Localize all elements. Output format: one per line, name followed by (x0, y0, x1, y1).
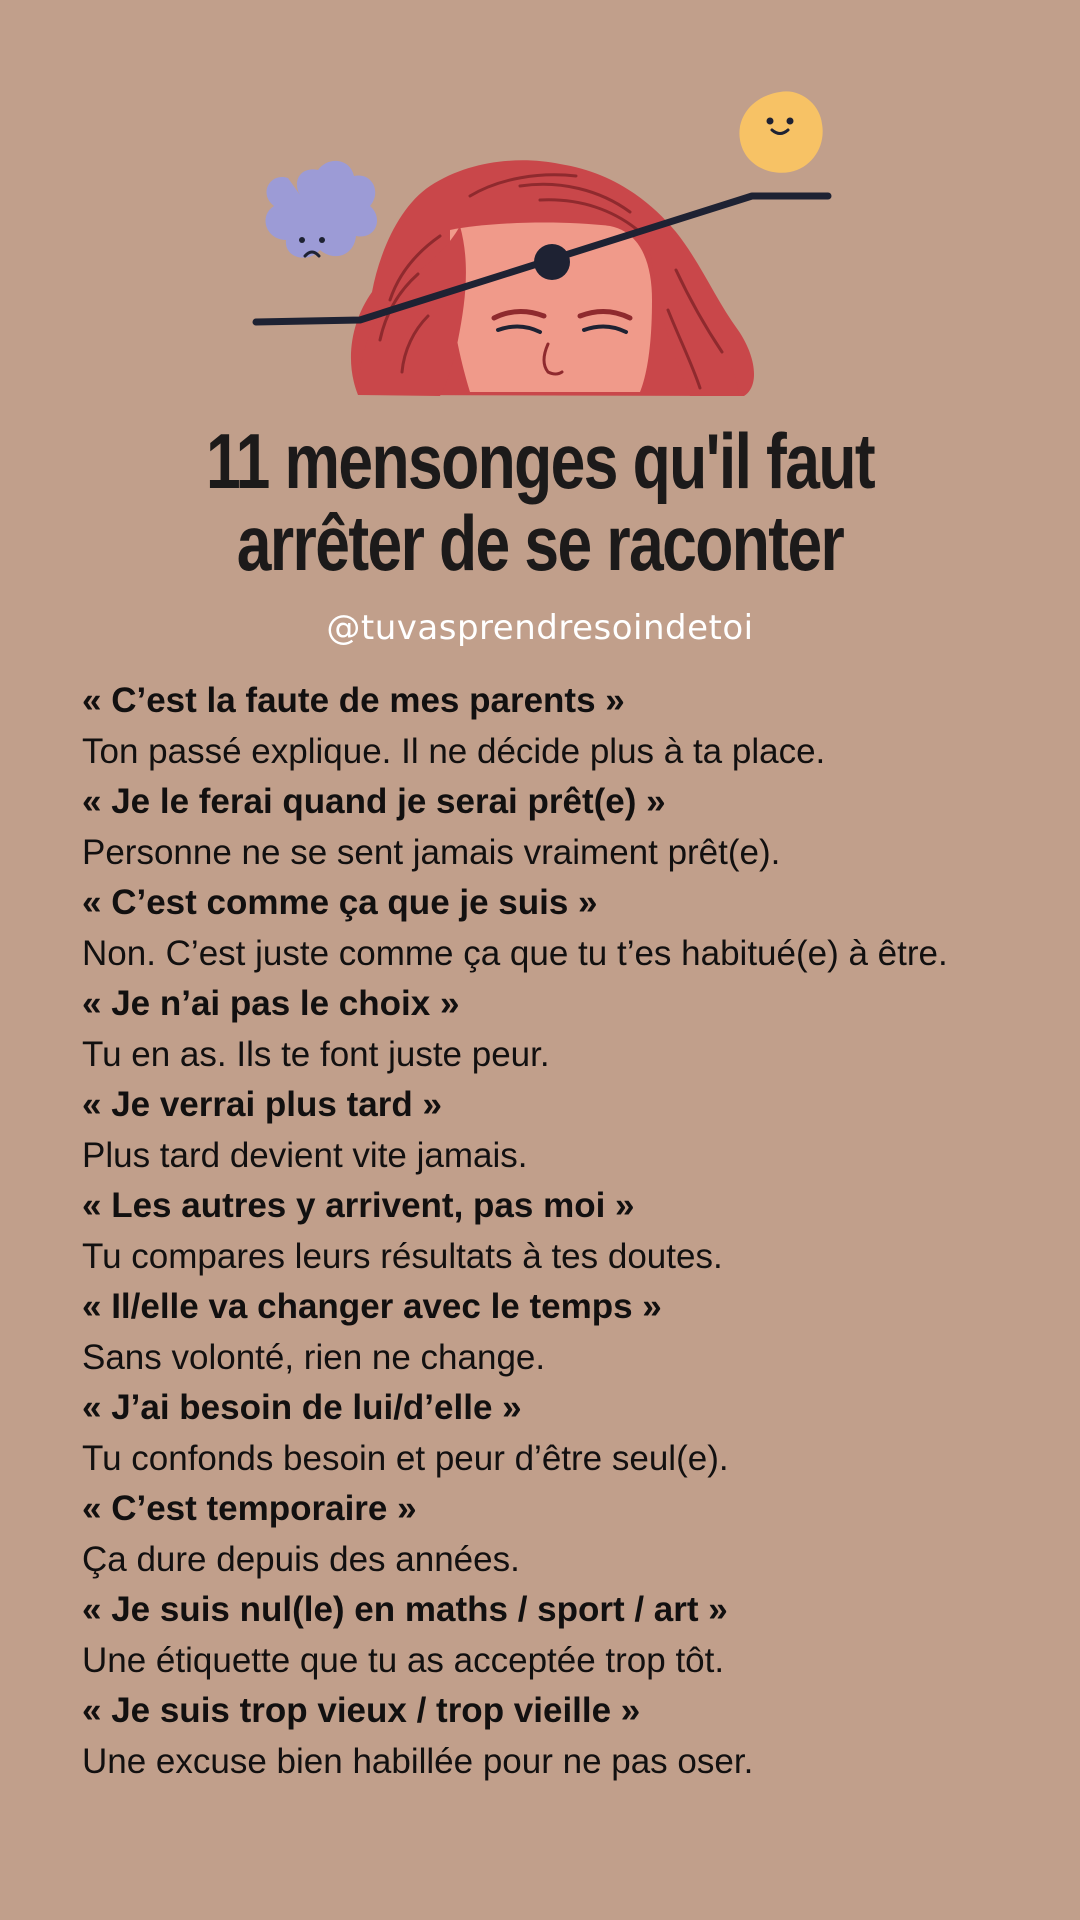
lie-statement: « Les autres y arrivent, pas moi » (82, 1186, 635, 1225)
list-item (82, 1484, 1042, 1585)
lie-statement: « C’est comme ça que je suis » (82, 883, 598, 922)
page-title (0, 417, 1080, 587)
sad-flower-icon (265, 161, 377, 258)
lie-statement: « Je verrai plus tard » (82, 1085, 442, 1124)
truth-response: Tu en as. Ils te font juste peur. (82, 1034, 550, 1074)
lies-list (82, 676, 1042, 1787)
truth-response: Tu confonds besoin et peur d’être seul(e). (82, 1438, 729, 1478)
list-item (82, 777, 1042, 878)
truth-response: Ça dure depuis des années. (82, 1539, 520, 1579)
truth-response: Personne ne se sent jamais vraiment prêt(e). (82, 832, 781, 872)
list-item (82, 979, 1042, 1080)
truth-response: Plus tard devient vite jamais. (82, 1135, 528, 1175)
list-item (82, 1383, 1042, 1484)
lie-statement: « Je le ferai quand je serai prêt(e) » (82, 782, 666, 821)
list-item (82, 1282, 1042, 1383)
lie-statement: « Je n’ai pas le choix » (82, 984, 460, 1023)
lie-statement: « C’est la faute de mes parents » (82, 681, 625, 720)
lie-statement: « J’ai besoin de lui/d’elle » (82, 1388, 522, 1427)
list-item (82, 1686, 1042, 1787)
truth-response: Une étiquette que tu as acceptée trop tôt. (82, 1640, 725, 1680)
title-line-2: arrêter de se raconter (236, 499, 844, 587)
truth-response: Une excuse bien habillée pour ne pas oser. (82, 1741, 754, 1781)
smiling-sun-icon (739, 91, 822, 172)
lie-statement: « Il/elle va changer avec le temps » (82, 1287, 662, 1326)
list-item (82, 676, 1042, 777)
lie-statement: « Je suis nul(le) en maths / sport / art » (82, 1590, 728, 1629)
list-item (82, 878, 1042, 979)
author-handle: @tuvasprendresoindetoi (326, 608, 754, 648)
list-item (82, 1181, 1042, 1282)
truth-response: Non. C’est juste comme ça que tu t’es habitué(e) à être. (82, 933, 948, 973)
header-illustration (0, 0, 1080, 420)
list-item (82, 1080, 1042, 1181)
truth-response: Ton passé explique. Il ne décide plus à ta place. (82, 731, 826, 771)
list-item (82, 1585, 1042, 1686)
lie-statement: « Je suis trop vieux / trop vieille » (82, 1691, 641, 1730)
truth-response: Sans volonté, rien ne change. (82, 1337, 546, 1377)
truth-response: Tu compares leurs résultats à tes doutes. (82, 1236, 723, 1276)
lie-statement: « C’est temporaire » (82, 1489, 417, 1528)
title-line-1: 11 mensonges qu'il faut (205, 417, 875, 505)
